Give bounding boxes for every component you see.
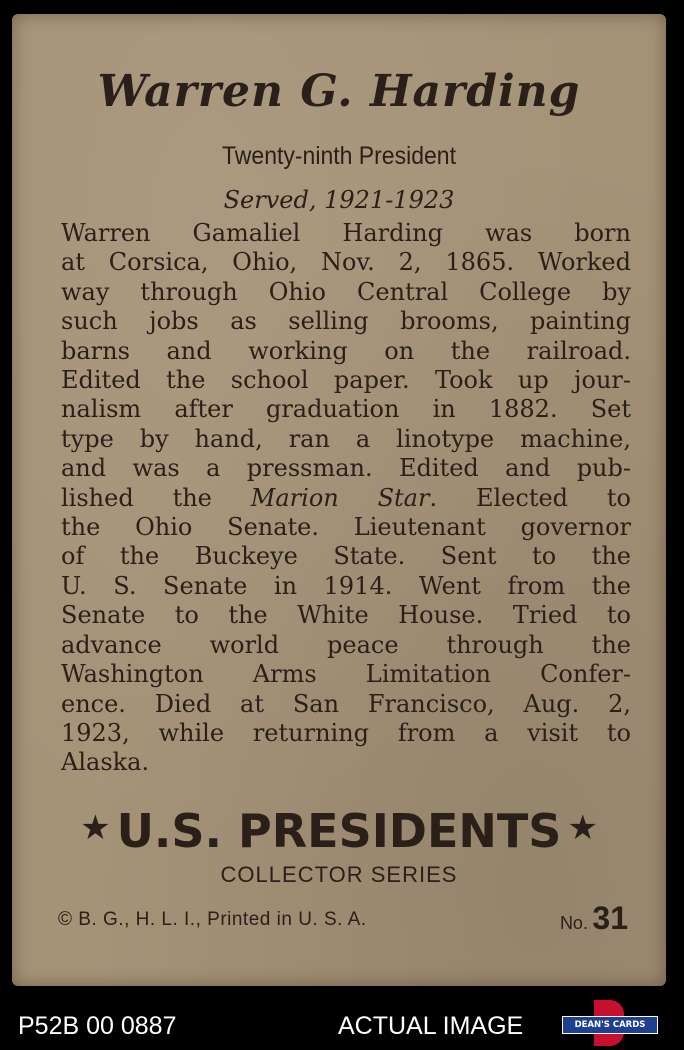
bio-line: Washington Arms Limitation Confer- [61, 660, 631, 689]
biography [61, 219, 631, 778]
president-name: Warren G. Harding [97, 66, 581, 117]
card-number-value: 31 [592, 900, 628, 936]
series-title-text: U.S. PRESIDENTS [116, 804, 562, 858]
bio-line: Senate to the White House. Tried to [61, 601, 631, 630]
newspaper-title: Marion Star [250, 483, 430, 512]
bio-line: type by hand, ran a linotype machine, [61, 424, 631, 453]
bio-line: Warren Gamaliel Harding was born [61, 219, 631, 247]
bio-line: ence. Died at San Francisco, Aug. 2, [61, 689, 631, 718]
series-title [12, 804, 666, 858]
served-years: Served, 1921-1923 [223, 186, 455, 214]
bio-line: Alaska. [61, 748, 150, 777]
copyright-line: © B. G., H. L. I., Printed in U. S. A. [58, 909, 367, 930]
bio-line: advance world peace through the [61, 630, 631, 659]
bio-line: of the Buckeye State. Sent to the [61, 542, 631, 571]
bio-line-marion-star [61, 484, 631, 513]
bio-line: U. S. Senate in 1914. Went from the [61, 571, 631, 600]
bio-line: nalism after graduation in 1882. Set [61, 395, 631, 424]
cert-number: P52B 00 0887 [18, 1012, 177, 1040]
series-subtitle: COLLECTOR SERIES [220, 862, 458, 887]
logo-banner: DEAN'S CARDS [562, 1016, 658, 1034]
star-icon: ★ [80, 808, 111, 848]
bio-line-tail: . Elected to [429, 483, 632, 512]
bio-line: such jobs as selling brooms, painting [61, 307, 631, 336]
bio-line: Edited the school paper. Took up jour- [61, 366, 631, 395]
card-number [560, 900, 628, 937]
bio-line: barns and working on the railroad. [61, 336, 631, 365]
bio-line: and was a pressman. Edited and pub- [61, 454, 631, 483]
bio-line: the Ohio Senate. Lieutenant governor [61, 513, 631, 542]
bio-line: way through Ohio Central College by [61, 277, 631, 306]
bio-line: 1923, while returning from a visit to [61, 718, 631, 747]
deans-cards-logo [562, 1000, 656, 1048]
card-back [12, 14, 666, 986]
bio-line-head: lished the [61, 483, 212, 512]
star-icon: ★ [567, 808, 598, 848]
actual-image-label: ACTUAL IMAGE [338, 1012, 524, 1040]
president-subtitle: Twenty-ninth President [222, 142, 456, 170]
bio-line: at Corsica, Ohio, Nov. 2, 1865. Worked [61, 248, 631, 277]
card-number-label: No. [559, 913, 588, 933]
